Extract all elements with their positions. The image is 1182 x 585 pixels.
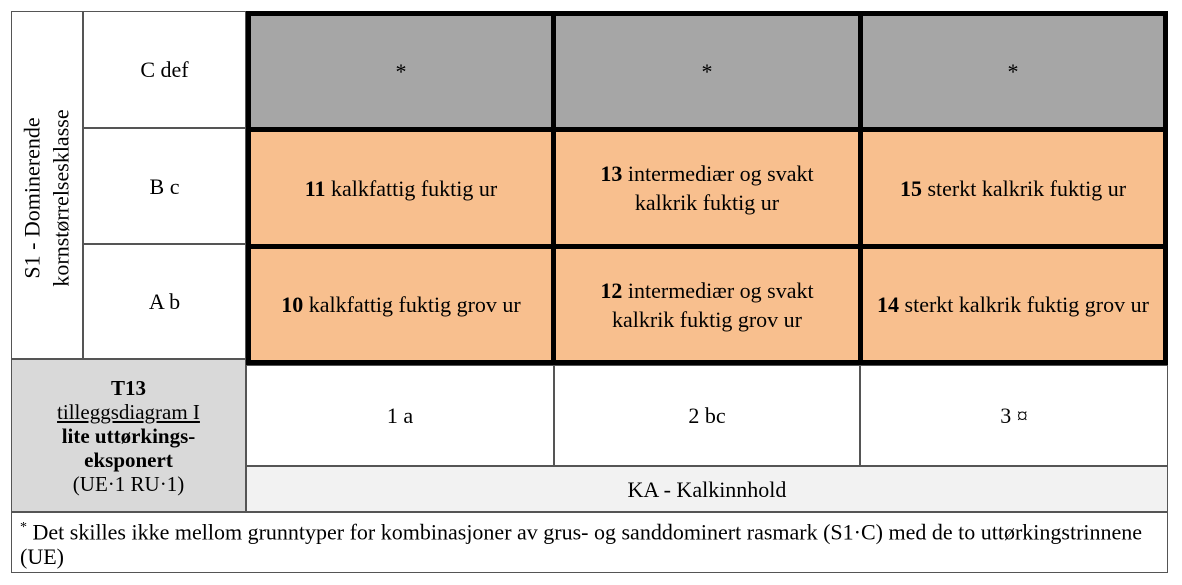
cell-ab-1-num: 10 bbox=[281, 292, 304, 317]
corner-diagram-info bbox=[11, 359, 246, 512]
cell-ab-1-text: kalkfattig fuktig grov ur bbox=[308, 292, 521, 317]
cell-bc-1-text: kalkfattig fuktig ur bbox=[331, 175, 498, 201]
cell-ab-3 bbox=[858, 244, 1168, 365]
cell-bc-3-text: sterkt kalkrik fuktig ur bbox=[927, 175, 1127, 201]
corner-link[interactable]: tilleggsdiagram I bbox=[57, 399, 200, 424]
cell-bc-3 bbox=[858, 127, 1168, 249]
s1-axis-label-line2: kornstørrelsesklasse bbox=[49, 109, 74, 287]
cell-bc-3-num: 15 bbox=[899, 175, 922, 201]
corner-sub: (UE·1 RU·1) bbox=[72, 471, 185, 496]
row-label-cdef: C def bbox=[83, 11, 246, 128]
col-label-1a: 1 a bbox=[246, 365, 554, 466]
corner-code: T13 bbox=[110, 375, 146, 400]
cell-ab-3-num: 14 bbox=[877, 292, 900, 317]
footnote-marker: * bbox=[20, 520, 27, 535]
cell-ab-2 bbox=[551, 244, 863, 365]
cell-cdef-2: * bbox=[551, 11, 863, 132]
ka-axis-label: KA - Kalkinnhold bbox=[246, 466, 1168, 512]
row-label-ab: A b bbox=[83, 244, 246, 359]
col-label-3: 3 ¤ bbox=[860, 365, 1168, 466]
footnote bbox=[11, 512, 1168, 573]
cell-bc-1-num: 11 bbox=[304, 175, 326, 201]
cell-ab-1 bbox=[246, 244, 556, 365]
cell-cdef-3: * bbox=[858, 11, 1168, 132]
cell-ab-2-num: 12 bbox=[600, 277, 623, 303]
corner-bold-text: lite uttørkings-eksponert bbox=[61, 423, 196, 472]
cell-bc-2-num: 13 bbox=[600, 161, 623, 186]
cell-bc-2 bbox=[551, 127, 863, 249]
footnote-text: Det skilles ikke mellom grunntyper for kombinasjoner av grus- og sanddominert rasmark (S1·C) med de to uttørkingstrinnene (UE) bbox=[20, 519, 1143, 570]
cell-ab-2-text: intermediær og svakt kalkrik fuktig grov ur bbox=[611, 277, 814, 332]
col-label-2bc: 2 bc bbox=[554, 365, 860, 466]
cell-bc-1 bbox=[246, 127, 556, 249]
row-label-bc: B c bbox=[83, 128, 246, 244]
cell-cdef-1: * bbox=[246, 11, 556, 132]
cell-bc-2-text: intermediær og svakt kalkrik fuktig ur bbox=[627, 161, 814, 215]
cell-ab-3-text: sterkt kalkrik fuktig grov ur bbox=[904, 292, 1149, 317]
s1-axis-label-line1: S1 - Dominerende bbox=[20, 117, 45, 279]
